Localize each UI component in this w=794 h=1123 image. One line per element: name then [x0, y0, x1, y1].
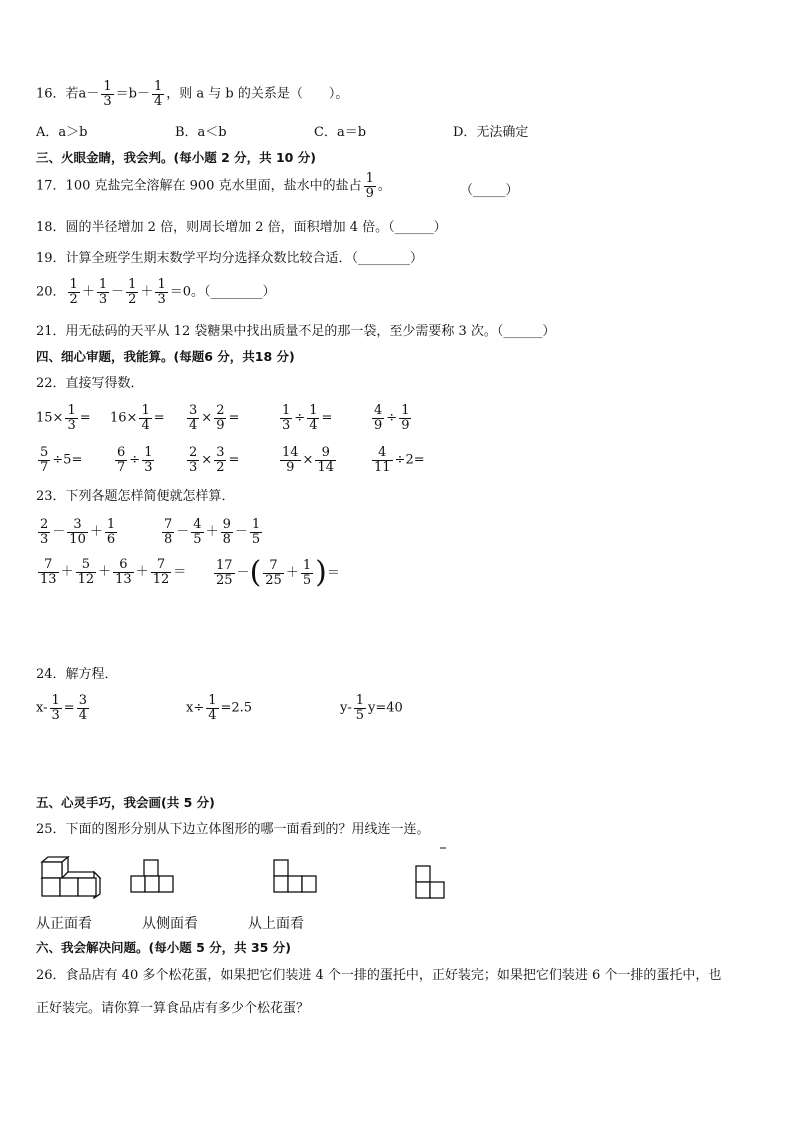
- q17-text: 17．100 克盐完全溶解在 900 克水里面，盐水中的盐占: [36, 178, 362, 194]
- q20-tail: ＝0。（________）: [169, 284, 276, 300]
- q17-tail: 。: [377, 178, 391, 194]
- q22-item-b1: $\frac{5}{7}$ ÷5=: [40, 445, 83, 475]
- view-shape-3: [414, 846, 450, 902]
- fraction: $\frac{1}{3}$: [157, 277, 166, 307]
- q16-tail: ，则 a 与 b 的关系是（ ）。: [166, 86, 349, 102]
- option-a: A．a＞b: [36, 125, 88, 140]
- q16-number: 16．若: [36, 86, 79, 102]
- option-d: D．无法确定: [453, 125, 529, 140]
- question-24: 24．解方程．: [36, 667, 118, 682]
- view-label-side: 从侧面看: [142, 916, 198, 932]
- q23-item-c2: $\frac{7}{8}$ － $\frac{4}{5}$ ＋ $\frac{9}{8}$ － $\frac{1}{5}$: [164, 517, 261, 547]
- q22-item-a4: $\frac{1}{3}$ ÷ $\frac{1}{4}$ =: [282, 403, 333, 433]
- option-b: B．a＜b: [175, 125, 227, 140]
- section-3-heading: 三、火眼金睛，我会判。(每小题 2 分，共 10 分): [36, 150, 316, 165]
- minus-sign: －: [136, 86, 150, 102]
- question-23: 23．下列各题怎样简便就怎样算．: [36, 489, 235, 504]
- q20-number: 20．: [36, 284, 66, 300]
- plus-sign: ＋: [140, 284, 154, 300]
- question-19: 19．计算全班学生期末数学平均分选择众数比较合适．（________）: [36, 251, 424, 266]
- section-5-heading: 五、心灵手巧，我会画(共 5 分): [36, 795, 215, 810]
- q23-item-d1: $\frac{7}{13}$ ＋ $\frac{5}{12}$ ＋ $\frac{6}{13}$ ＋ $\frac{7}{12}$ ＝: [40, 557, 187, 587]
- q23-item-d2: $\frac{17}{25}$ －( $\frac{7}{25}$ ＋ $\frac{1}{5}$ )＝: [216, 555, 340, 590]
- view-label-top: 从上面看: [248, 916, 304, 932]
- fraction: $\frac{1}{3}$: [98, 277, 108, 307]
- q22-item-b2: $\frac{6}{7}$ ÷ $\frac{1}{3}$: [117, 445, 153, 475]
- question-20: [36, 278, 276, 306]
- q24-item-e3: y- $\frac{1}{5}$ y=40: [340, 693, 403, 723]
- question-25: 25．下面的图形分别从下边立体图形的哪一面看到的？用线连一连。: [36, 822, 430, 837]
- section-4-heading: 四、细心审题，我能算。(每题6 分，共18 分): [36, 349, 295, 364]
- q24-item-e1: x- $\frac{1}{3}$ = $\frac{3}{4}$: [36, 693, 87, 723]
- question-21: 21．用无砝码的天平从 12 袋糖果中找出质量不足的那一袋，至少需要称 3 次。（______）: [36, 324, 556, 339]
- q17-answer-paren: （_____）: [460, 183, 519, 198]
- q22-item-a5: $\frac{4}{9}$ ÷ $\frac{1}{9}$: [374, 403, 410, 433]
- view-shape-1: [130, 858, 176, 898]
- q23-item-c1: $\frac{2}{3}$ － $\frac{3}{10}$ ＋ $\frac{1}{6}$: [40, 517, 116, 547]
- fraction: $\frac{1}{2}$: [128, 277, 137, 307]
- q22-item-a2: 16× $\frac{1}{4}$ =: [110, 403, 165, 433]
- question-18: 18．圆的半径增加 2 倍，则周长增加 2 倍，面积增加 4 倍。（______）: [36, 220, 447, 235]
- fraction: $\frac{1}{9}$: [365, 171, 374, 201]
- question-26-line-1: 26．食品店有 40 多个松花蛋，如果把它们装进 4 个一排的蛋托中，正好装完；如果把它们装进 6 个一排的蛋托中，也: [36, 968, 722, 983]
- q22-item-b4: $\frac{14}{9}$ × $\frac{9}{14}$: [282, 445, 334, 475]
- var-a: a: [78, 86, 87, 102]
- var-b: b: [128, 86, 137, 102]
- fraction: $\frac{1}{4}$: [153, 79, 163, 109]
- view-shape-2: [272, 858, 322, 898]
- plus-sign: ＋: [81, 284, 95, 300]
- fraction: $\frac{1}{3}$: [103, 79, 112, 109]
- option-c: C．a＝b: [314, 125, 367, 140]
- q24-item-e2: x÷ $\frac{1}{4}$ =2.5: [186, 693, 253, 723]
- q22-item-b5: $\frac{4}{11}$ ÷2=: [374, 445, 425, 475]
- view-label-front: 从正面看: [36, 916, 92, 932]
- minus-sign: －: [86, 86, 100, 102]
- q22-item-a3: $\frac{3}{4}$ × $\frac{2}{9}$ =: [189, 403, 240, 433]
- equal-sign: ＝: [115, 86, 129, 102]
- q22-item-b3: $\frac{2}{3}$ × $\frac{3}{2}$ =: [189, 445, 240, 475]
- question-22: 22．直接写得数．: [36, 376, 144, 391]
- minus-sign: －: [111, 284, 125, 300]
- fraction: $\frac{1}{2}$: [69, 277, 78, 307]
- solid-figure-cubes: [38, 856, 102, 900]
- section-6-heading: 六、我会解决问题。(每小题 5 分，共 35 分): [36, 940, 291, 955]
- q22-item-a1: 15× $\frac{1}{3}$ =: [36, 403, 91, 433]
- question-26-line-2: 正好装完。请你算一算食品店有多少个松花蛋？: [36, 1001, 310, 1016]
- question-16: [36, 80, 348, 108]
- question-17: [36, 172, 391, 200]
